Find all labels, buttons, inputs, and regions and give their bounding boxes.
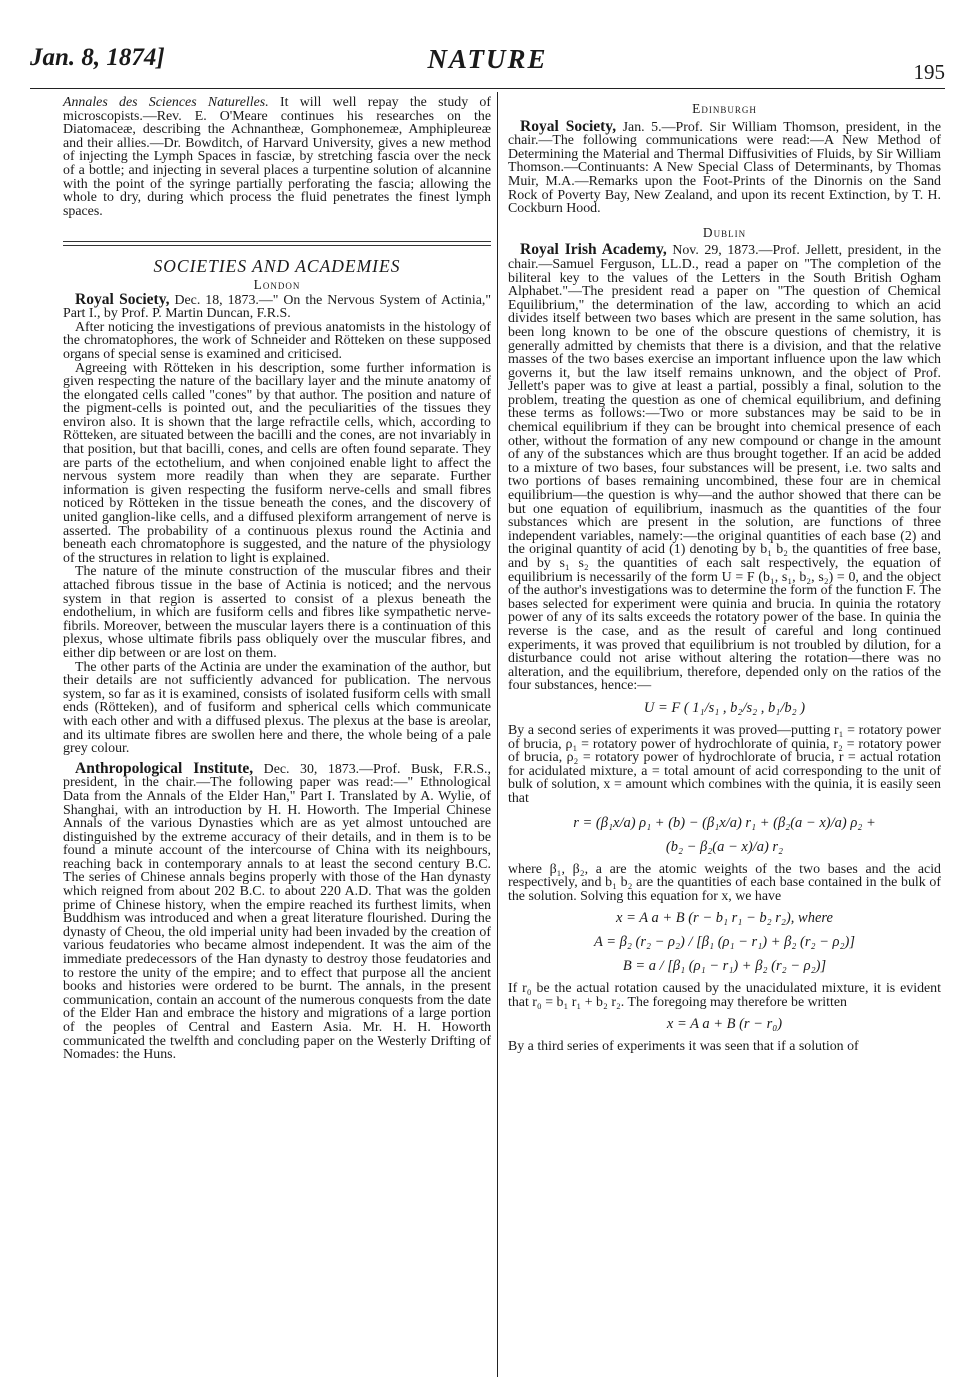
royal-society-edinburgh-entry — [508, 117, 941, 217]
equation: A = β₂ (r₂ − ρ₂) / [β₁ (ρ₁ − r₁) + β₂ (r₂ − ρ₂)] — [593, 934, 856, 951]
anthropological-institute-entry — [63, 759, 491, 1063]
page-header — [30, 40, 945, 84]
society-entry-text: Jan. 5.—Prof. Sir William Thomson, president, in the chair.—The following communications were read:—A New Method of Determining the Material and Thermal Diffusivities of Fluids, by Sir William Thomson.—Continuants: A New Special Class of Determinants, by Thomas Muir, M.A.—Remarks upon the Foot-Prints of the Dinornis on the Sand Rock of Poverty Bay, New Zealand, and upon its recent Extinction, by T. H. Cockburn Hood. — [508, 119, 941, 217]
society-name: Royal Irish Academy, — [520, 241, 667, 259]
equation: B = a / [β₁ (ρ₁ − r₁) + β₂ (r₂ − ρ₂)] — [622, 958, 827, 975]
intro-text: It will well repay the study of microscopists.—Rev. E. O'Meare continues his researches on the Diatomaceæ, describing the Achnantheæ, Gomphonemeæ, Amphipleureæ and their allies.—Dr. Bowditch, of Harvard University, gives a new method of injecting the Lymph Spaces in fasciæ, by stretching fascia over the neck of a bottle; and injecting in several places a turpentine solution of alcannine with the point of the syringe partially perforating the fascia; allowing the whole to dry, during which process the fluid penetrates the finest lymph spaces. — [63, 95, 492, 219]
journal-title: NATURE — [427, 44, 548, 74]
society-name: Royal Society, — [520, 117, 617, 135]
equation: (b₂ − β₂(a − x)/a) r₂ — [665, 838, 784, 855]
intro-paragraph — [63, 96, 491, 218]
paragraph: By a third series of experiments it was seen that if a solution of — [508, 1039, 859, 1055]
intro-journal-title: Annales des Sciences Naturelles. — [63, 95, 269, 110]
royal-society-entry — [63, 290, 492, 322]
society-name: Anthropological Institute, — [75, 759, 254, 777]
city-heading-dublin: Dublin — [702, 224, 747, 240]
paragraph: The nature of the minute construction of the muscular fibres and their attached fibrous tissue in the base of Actinia is noticed; and the nervous system in that region is asserted to consist of a plexus beneath the endothelium, in which are fusiform cells and fibres like sympathetic nerve-fibrils. Moreover, between the muscular layers there is a continuation of this plexus, whose ultimate fibrils pass obliquely over the muscular fibres, and either dip between or are lost on them. — [63, 564, 491, 661]
right-column — [508, 100, 941, 1054]
issue-date: Jan. 8, 1874] — [30, 44, 165, 71]
paragraph: By a second series of experiments it was proved—putting r₁ = rotatory power of brucia, ρ₁ = rotatory power of hydrochlorate of quinia, r₂ = rotatory power of brucia, ρ₂ = rotatory power of hydrochlorate of brucia, r = actual rotation for acidulated mixture, a = total amount of acid corresponding to the unit of bulk of solution, x = amount which combines with the quinia, it is easily seen that — [508, 722, 941, 806]
equation: U = F ( 1₁/s₁ , b₂/s₂ , b₁/b₂ ) — [643, 699, 806, 716]
society-entry-text: Nov. 29, 1873.—Prof. Jellett, president, in the chair.—Samuel Ferguson, LL.D., read a paper on "The completion of the biliteral key to the values of the Letters in the South British Ogham Alphabet."—The president read a paper on "The question of Chemical Equilibrium," the determination of the law, according to which an acid divides itself between two bases which are present in the same solution, has been long known to be one of the obscure questions of chemistry, it is generally admitted by chemists that there is a division, and that the relative masses of the two bases exercise an important influence upon the law which governs it, but the law itself remains unknown, and the object of Prof. Jellett's paper was to give at least a partial, possibly a final, solution to the problem, treating the question as one of chemical equilibrium, and defining these terms as follows:—Two or more substances may be said to be in chemical equilibrium if they can be brought into chemical presence of each other, without the formation of any new compound or change in the amount of any of the substances which are thus brought together. If an acid be added to a mixture of two bases, four substances will be present, i.e. two salts and two portions of bases remaining uncombined, these four are in chemical equilibrium—the question is why—and the author showed that there can be but one equation of equilibrium, inasmuch as the quantities of the four substances which are present in the solution, are functions of three independent variables, namely:—the original quantities of each base (2) and the original quantity of acid (1) denoting by b₁ b₂ the quantities of free base, and by s₁ s₂ the quantities of each salt respectively, the equation of equilibrium is necessarily of the form U = F (b₁, s₁, b₂, s₂) = 0, and the object of the author's investigations was to determine the form of the function F. The bases selected for experiment were quinia and brucia. In quinia the rotatory power of any of its salts exceeds the rotatory power of the base. In quinia the reverse is the case, and as the result of careful and long continued experiments, it was proved that equilibrium is not troubled by dilution, for a disturbance could not arise without altering the rotation—there was no alteration, and the equilibrium, therefore, depended only on the ratios of the four substances, hence:— — [508, 243, 941, 694]
society-name: Royal Society, — [75, 290, 170, 308]
equation: r = (β₁x/a) ρ₁ + (b) − (β₁x/a) r₁ + (β₂(a − x)/a) ρ₂ + — [573, 814, 876, 831]
equation: x = A a + B (r − b₁ r₁ − b₂ r₂), where — [616, 910, 833, 927]
paragraph: If r₀ be the actual rotation caused by the unacidulated mixture, it is evident that r₀ = b₁ r₁ + b₂ r₂. The foregoing may therefore be written — [508, 981, 941, 1010]
left-column — [63, 96, 491, 1062]
page-number: 195 — [913, 60, 945, 84]
city-heading-london: London — [253, 276, 301, 292]
society-entry-text: Dec. 18, 1873.—" On the Nervous System of Actinia," Part I., by Prof. P. Martin Duncan, F.R.S. — [63, 292, 492, 322]
equation: x = A a + B (r − r₀) — [666, 1016, 783, 1033]
paragraph: Agreeing with Rötteken in his description, some further information is given respecting the nature of the bacillary layer and the minute anatomy of the elongated cells called "cones" by that author. The position and nature of the pigment-cells is pointed out, and the peculiarities of the tissues they environ also. It is shown that the large refractile cells, which, according to Rötteken, are situated between the bacilli and the cones, are not invariably in that position, but that bacilli, cones, and cells are often found separate. They are parts of the ectothelium, and when conjoined enable light to affect the nervous system more readily than when they are separate. Further information is given respecting the fusiform nerve-cells and small fibres noticed by Rötteken in the tissue beneath the cones, and the discovery of united ganglion-like cells, and a diffused plexiform arrangement of nerve is asserted. The probability of a continuous plexus round the Actinia and beneath each chromatophore is suggested, and the nature of the physiology of the structures in relation to light is explained. — [63, 360, 491, 566]
paragraph: The other parts of the Actinia are under the examination of the author, but their details are not sufficiently advanced for publication. The nervous system, so far as it is examined, consists of isolated fusiform cells with small ends (Rötteken), and of fusiform and spherical cells which communicate with each other and with a diffused plexus. The plexus at the base is areolar, and its ultimate fibres are swollen here and there, the whole being of a pale grey colour. — [63, 659, 491, 757]
paragraph: After noticing the investigations of previous anatomists in the histology of the chromatophores, the work of Schneider and Rötteken on these supposed organs of special sense is examined and criticised. — [63, 319, 491, 362]
section-heading: SOCIETIES AND ACADEMIES — [153, 256, 401, 277]
section-rule — [63, 241, 491, 242]
section-rule-thin — [63, 245, 491, 246]
royal-irish-academy-entry — [508, 243, 941, 693]
paragraph: where β₁, β₂, a are the atomic weights of the two bases and the acid respectively, and b₁ b₂ are the quantities of each base contained in the bulk of the solution. Solving this equation for x, we have — [508, 861, 941, 904]
society-entry-text: Dec. 30, 1873.—Prof. Busk, F.R.S., president, in the chair.—The following paper was read:—" Ethnological Data from the Annals of the Elder Han," Part I. Translated by A. Wylie, of Shanghai, with an introduction by H. H. Howorth. The Imperial Chinese Annals of the various Dynasties which are as yet almost untouched are distinguished by the extreme accuracy of their details, and in them is to be found a minute account of the intercourse of China with its neighbours, reaching back in contemporary annals to at least the second century B.C. The series of Chinese annals begins properly with those of the Han dynasty which reigned from about 202 B.C. to about 220 A.D. That was the golden prime of Chinese history, when the empire reached its furthest limits, when Buddhism was introduced and when a great literature flourished. During the dynasty of Cheou, the old imperial unity had been invaded by the creation of various feudatories who became almost independent. It was the aim of the immediate predecessors of the Han dynasty to destroy those feudatories and to restore the unity of the empire; and to effect that purpose all the ancient books and histories were ordered to be burnt. The annals, in the present communication, contain an account of the numerous conquests from the date of the Elder Han and embrace the history and migrations of a large portion of the peoples of Central and Eastern Asia. Mr. H. H. Howorth communicated the twelfth and concluding paper on the Westerly Drifting of Nomades: the Huns. — [63, 761, 491, 1063]
city-heading-edinburgh: Edinburgh — [692, 101, 757, 116]
column-divider — [497, 92, 498, 1377]
header-rule — [30, 88, 945, 89]
